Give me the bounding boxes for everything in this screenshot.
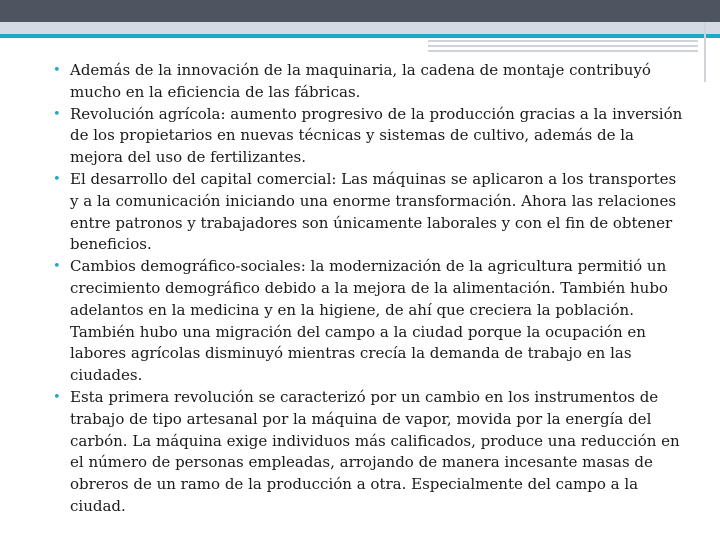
bullet-item (48, 256, 688, 387)
bullet-item (48, 169, 688, 256)
bullet-icon: • (53, 106, 61, 122)
accent-line (0, 34, 720, 38)
decorative-stripes (428, 40, 698, 54)
slide-content (48, 60, 688, 518)
bullet-text: El desarrollo del capital comercial: Las máquinas se aplicaron a los transportes y a la comunicación iniciando una enorme transformación. Ahora las relaciones entre patronos y trabajadores son únicamente laborales y con el fin de obtener beneficios. (70, 169, 677, 254)
bullet-list (48, 60, 688, 518)
stripe (428, 40, 698, 42)
bullet-text: Esta primera revolución se caracterizó por un cambio en los instrumentos de trabajo de tipo artesanal por la máquina de vapor, movida por la energía del carbón. La máquina exige individuos más calificados, produce una reducción en el número de personas empleadas, arrojando de manera incesante masas de obreros de un ramo de la producción a otra. Especialmente del campo a la ciudad. (70, 387, 680, 515)
bullet-text: Cambios demográfico-sociales: la modernización de la agricultura permitió un crecimiento demográfico debido a la mejora de la alimentación. También hubo adelantos en la medicina y en la higiene, de ahí que creciera la población. También hubo una migración del campo a la ciudad porque la ocupación en labores agrícolas disminuyó mientras crecía la demanda de trabajo en las ciudades. (70, 257, 668, 385)
bullet-icon: • (53, 389, 61, 405)
header-band (0, 22, 720, 34)
bullet-icon: • (53, 63, 61, 78)
bullet-item (48, 387, 688, 518)
header-bar (0, 0, 720, 22)
bullet-icon: • (53, 259, 61, 275)
bullet-item (48, 60, 688, 104)
decorative-rule (704, 22, 706, 82)
bullet-text: Además de la innovación de la maquinaria, la cadena de montaje contribuyó mucho en la eficiencia de las fábricas. (70, 61, 651, 101)
bullet-icon: • (53, 171, 61, 187)
bullet-item (48, 104, 688, 169)
stripe (428, 50, 698, 52)
stripe (428, 45, 698, 47)
bullet-text: Revolución agrícola: aumento progresivo de la producción gracias a la inversión de los propietarios en nuevas técnicas y sistemas de cultivo, además de la mejora del uso de fertilizantes. (70, 104, 683, 167)
